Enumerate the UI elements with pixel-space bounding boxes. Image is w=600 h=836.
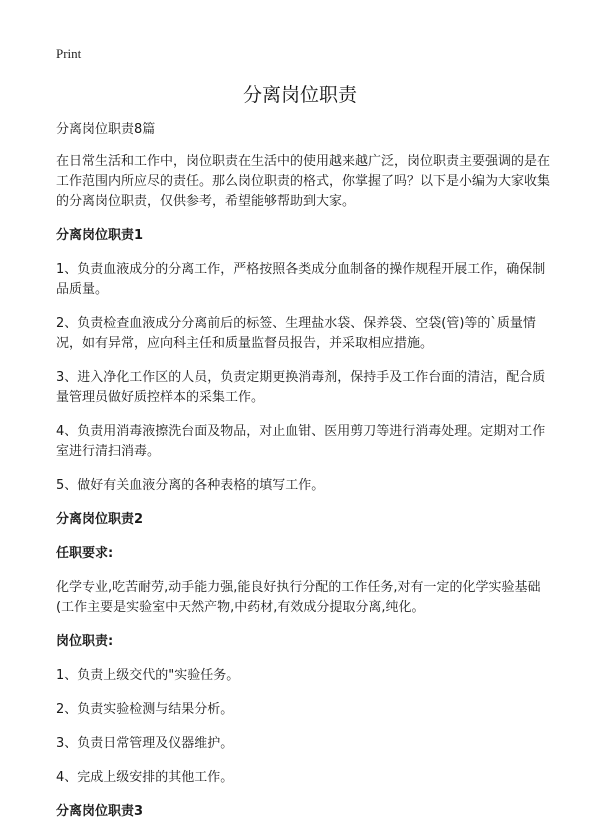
- list-item: 2、负责实验检测与结果分析。: [56, 702, 234, 717]
- list-item: 4、负责用消毒液擦洗台面及物品，对止血钳、医用剪刀等进行消毒处理。定期对工作室进行清扫消毒。: [56, 424, 546, 459]
- list-item: 1、负责上级交代的"实验任务。: [56, 668, 240, 683]
- article-body: [56, 120, 550, 836]
- list-item: 5、做好有关血液分离的各种表格的填写工作。: [56, 478, 325, 493]
- list-item: 4、完成上级安排的其他工作。: [56, 770, 234, 785]
- requirements-heading: 任职要求:: [56, 546, 114, 561]
- list-item: 3、进入净化工作区的人员，负责定期更换消毒剂，保持手及工作台面的清洁，配合质量管理员做好质控样本的采集工作。: [56, 370, 546, 405]
- section-heading-2: 分离岗位职责2: [56, 512, 144, 527]
- requirements-text: 化学专业,吃苦耐劳,动手能力强,能良好执行分配的工作任务,对有一定的化学实验基础(工作主要是实验室中天然产物,中药材,有效成分提取分离,纯化。: [56, 580, 541, 615]
- section-heading-3: 分离岗位职责3: [56, 804, 144, 819]
- duties-heading: 岗位职责:: [56, 634, 114, 649]
- section-heading-1: 分离岗位职责1: [56, 228, 144, 243]
- print-link[interactable]: Print: [56, 46, 82, 61]
- list-item: 1、负责血液成分的分离工作，严格按照各类成分血制备的操作规程开展工作，确保制品质量。: [56, 262, 546, 297]
- article-subtitle: 分离岗位职责8篇: [56, 122, 156, 137]
- page-title: 分离岗位职责: [242, 84, 357, 106]
- list-item: 3、负责日常管理及仪器维护。: [56, 736, 234, 751]
- list-item: 2、负责检查血液成分分离前后的标签、生理盐水袋、保养袋、空袋(管)等的`质量情况，如有异常，应向科主任和质量监督员报告，并采取相应措施。: [56, 316, 536, 351]
- intro-paragraph: 在日常生活和工作中，岗位职责在生活中的使用越来越广泛，岗位职责主要强调的是在工作范围内所应尽的责任。那么岗位职责的格式，你掌握了吗？以下是小编为大家收集的分离岗位职责，仅供参考，希望能够帮助到大家。: [56, 154, 551, 209]
